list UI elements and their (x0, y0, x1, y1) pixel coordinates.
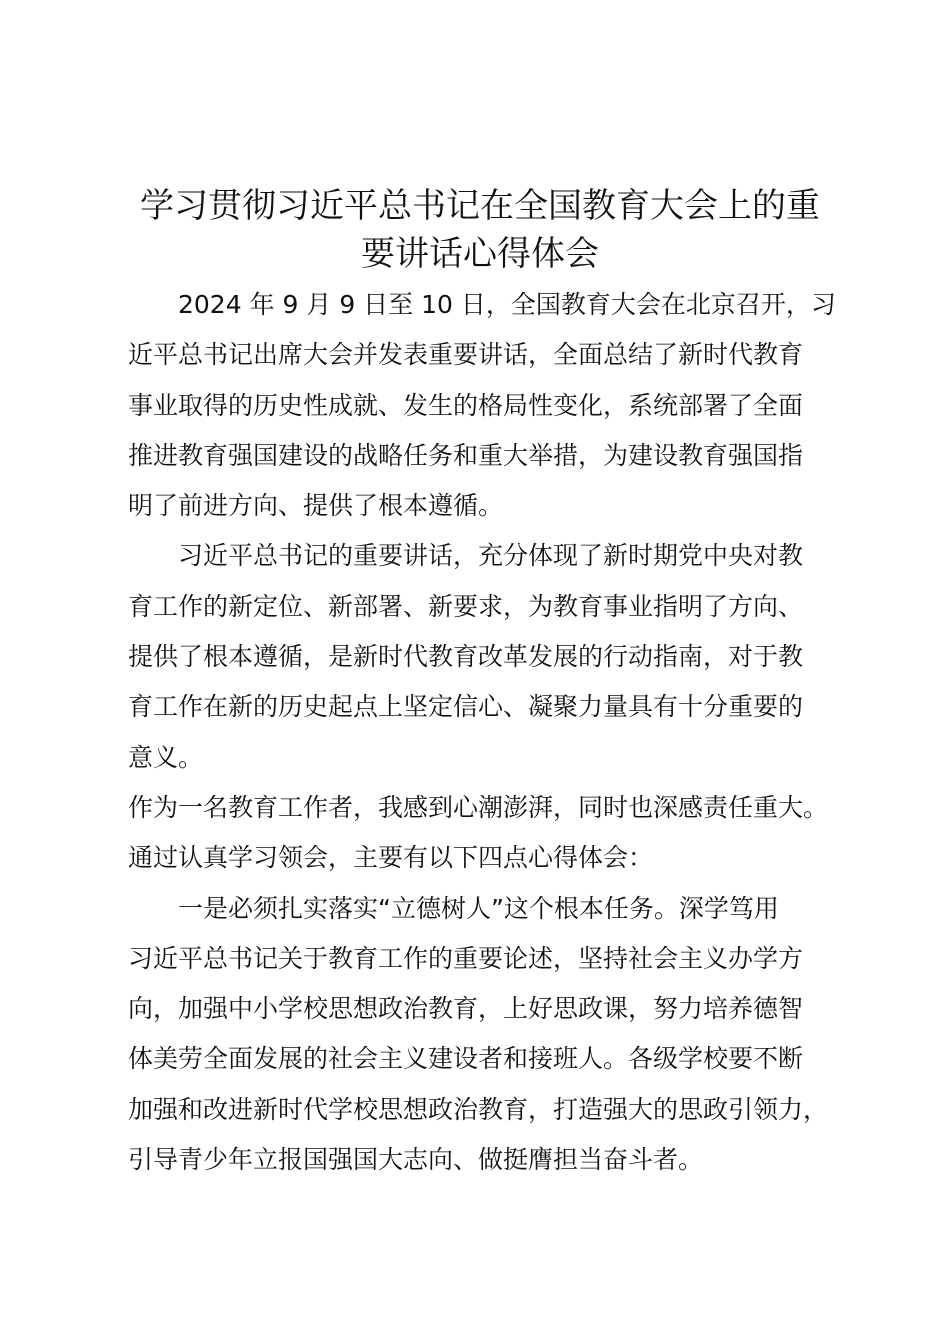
body-line: 作为一名教育工作者，我感到心潮澎湃，同时也深感责任重大。 (128, 792, 829, 822)
body-line: 一是必须扎实落实“立德树人”这个根本任务。深学笃用 (178, 893, 779, 923)
title-line-2: 要讲话心得体会 (361, 234, 599, 274)
body-line: 推进教育强国建设的战略任务和重大举措，为建设教育强国指 (128, 440, 804, 470)
body-line: 提供了根本遵循，是新时代教育改革发展的行动指南，对于教 (128, 642, 804, 672)
title-line-1: 学习贯彻习近平总书记在全国教育大会上的重 (140, 186, 820, 226)
body-line: 加强和改进新时代学校思想政治教育，打造强大的思政引领力， (128, 1094, 829, 1124)
document-title (110, 182, 850, 278)
document-body (128, 280, 840, 1185)
body-line: 明了前进方向、提供了根本遵循。 (128, 491, 504, 521)
body-line: 育工作的新定位、新部署、新要求，为教育事业指明了方向、 (128, 591, 804, 621)
body-line: 向，加强中小学校思想政治教育，上好思政课，努力培养德智 (128, 994, 804, 1024)
body-line: 意义。 (128, 742, 204, 772)
body-line: 通过认真学习领会，主要有以下四点心得体会： (128, 843, 654, 873)
body-line: 习近平总书记的重要讲话，充分体现了新时期党中央对教 (178, 541, 804, 571)
body-line: 体美劳全面发展的社会主义建设者和接班人。各级学校要不断 (128, 1044, 804, 1074)
body-line: 习近平总书记关于教育工作的重要论述，坚持社会主义办学方 (128, 943, 804, 973)
body-line: 事业取得的历史性成就、发生的格局性变化，系统部署了全面 (128, 390, 804, 420)
body-line: 引导青少年立报国强国大志向、做挺膺担当奋斗者。 (128, 1145, 704, 1175)
body-line: 近平总书记出席大会并发表重要讲话，全面总结了新时代教育 (128, 340, 804, 370)
body-line: 育工作在新的历史起点上坚定信心、凝聚力量具有十分重要的 (128, 692, 804, 722)
body-line: 2024 年 9 月 9 日至 10 日，全国教育大会在北京召开，习 (178, 290, 836, 319)
